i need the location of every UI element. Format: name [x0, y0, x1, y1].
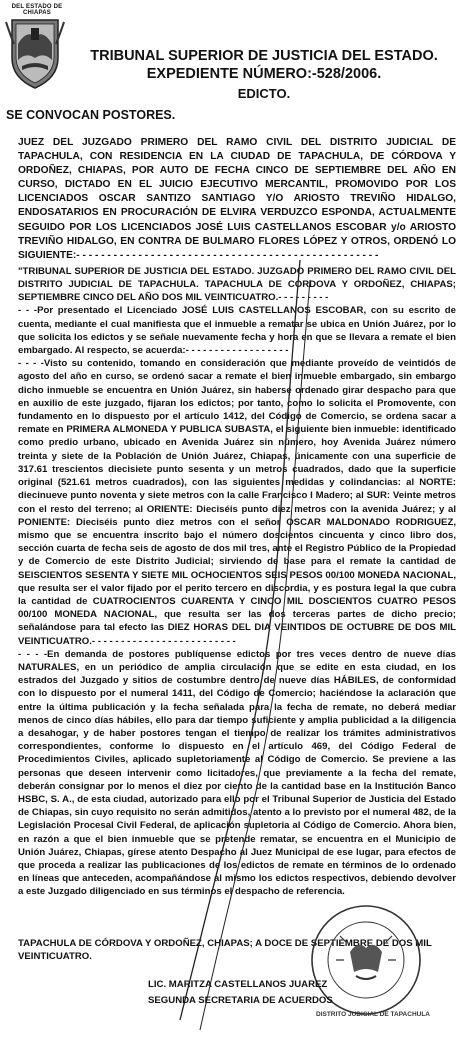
signatory-name: LIC. MARITZA CASTELLANOS JUAREZ	[148, 979, 328, 990]
court-name-heading: TRIBUNAL SUPERIOR DE JUSTICIA DEL ESTADO.	[90, 48, 438, 64]
chiapas-coat-of-arms	[4, 4, 66, 92]
edict-title: EDICTO.	[237, 86, 291, 101]
file-number-heading: EXPEDIENTE NÚMERO:-528/2006.	[146, 66, 382, 82]
edict-paragraph-3: - - - -En demanda de postores publíquense edictos por tres veces dentro de nueve días NATURALES, en un periódico de amplia circulación que se edite en esta ciudad, en los estrados del Juzgado y sitios de costumbre dentro de nueve días HÁBILES, de conformidad con lo dispuesto por el numeral 1411, del Código de Comercio; haciéndose la aclaración que entre la última publicación y la fecha señalada para la fecha de remate, no deberá mediar menos de cinco días hábiles, ello para dar tiempo suficiente y amplia publicidad a la diligencia a desahogar, y de haber postores tengan el tiempo de realizar los trámites administrativos correspondientes, conforme lo dispuesto en el artículo 469, del Código Federal de Procedimientos Civiles, aplicado supletoriamente al Código de Comercio. Se previene a las personas que deseen intervenir como licitadores, que previamente a la fecha del remate, deberán consignar por lo menos el diez por ciento de la cantidad base en la Institución Banco HSBC, S. A., de esta ciudad, autorizado para ello por el Tribunal Superior de Justicia del Estado de Chiapas, sin cuyo requisito no serán admitidos, atento a lo previsto por el numeral 482, de la Legislación Procesal Civil Federal, de aplicación supletoria al Código de Comercio. Ahora bien, en razón a que el bien inmueble que se pretende rematar, se encuentra en el Municipio de Unión Juárez, Chiapas, gírese atento Despacho al Juez Municipal de ese lugar, para efectos de que proceda a realizar las publicaciones de los edictos de remate en términos de lo ordenado en líneas que anteceden, acompañándose al mismo los edictos respectivos, debiendo devolver a este Juzgado diligenciado en sus términos el despacho de referencia.	[18, 648, 456, 898]
edict-paragraph-1: - - -Por presentado el Licenciado JOSÉ LUIS CASTELLANOS ESCOBAR, con su escrito de cuenta, mediante el cual manifiesta que el inmueble a rematar se ubica en Unión Juárez, por lo que solicita los edictos y se señale nuevamente fecha y hora en que se llevara a remate el bien embargado. Al respecto, se acuerda:- - - - - - - - - - - - - - - - - -	[18, 305, 456, 357]
stamp-district-label: DISTRITO JUDICIAL DE TAPACHULA	[316, 1011, 430, 1018]
edict-lead-paragraph: JUEZ DEL JUZGADO PRIMERO DEL RAMO CIVIL DEL DISTRITO JUDICIAL DE TAPACHULA, CON RESIDENCIA EN LA CIUDAD DE TAPACHULA, DE CÓRDOVA Y ORDOÑEZ, CHIAPAS, POR AUTO DE FECHA CINCO DE SEPTIEMBRE DEL AÑO EN CURSO, DICTADO EN EL JUICIO EJECUTIVO MERCANTIL, PROMOVIDO POR LOS LICENCIADOS OSCAR SANTIZO SANTIAGO Y/O ARIOSTO TREVIÑO HIDALGO, ENDOSATARIOS EN PROCURACIÓN DE ELVIRA VERDUZCO ESPONDA, ACTUALMENTE SEGUIDO POR LOS LICENCIADOS JOSÉ LUIS CASTELLANOS ESCOBAR y/o ARIOSTO TREVIÑO HIDALGO, EN CONTRA DE BULMARO FLORES LÓPEZ Y OTROS, ORDENÓ LO SIGUIENTE:- - - - - - - - - - - - - - - - - - - - - - - - - - - - - - - - - - - - - - - - - - - - - - - - -	[18, 137, 456, 261]
edict-body	[18, 136, 456, 899]
crest-caption: DEL ESTADO DE CHIAPAS	[11, 4, 63, 16]
edict-paragraph-2: - - - -Visto su contenido, tomando en consideración que mediante proveído de veintidós de agosto del año en curso, se ordenó sacar a remate el bien inmueble embargado, sin embargo dicho inmueble se encuentra en Unión Juárez, sin haberse ordenado girar despacho para que en auxilio de este juzgado, fijaran los edictos; por tanto, como lo solicita el Promovente, con fundamento en lo dispuesto por el artículo 1412, del Código de Comercio, se ordena sacar a remate en PRIMERA ALMONEDA Y PUBLICA SUBASTA, el siguiente bien inmueble: identificado como predio urbano, ubicado en Avenida Juárez sin número, hoy Avenida Juárez número treinta y siete de la Población de Unión Juárez, Chiapas, únicamente con una superficie de 317.61 trescientos diecisiete punto sesenta y un metros cuadrados, dado que la superficie original (521.61 metros cuadrados), con las siguientes medidas y colindancias: al NORTE: diecinueve punto noventa y siete metros con la calle Francisco I Madero; al SUR: Veinte metros con el resto del terreno; al ORIENTE: Dieciséis punto diez metros con la avenida Juárez; y al PONIENTE: Dieciséis punto diez metros con el señor OSCAR MALDONADO RODRIGUEZ, mismo que se encuentra inscrito bajo el número doscientos cincuenta y cinco libro dos, sección cuarta de fecha seis de agosto de dos mil tres, ante el Registro Público de la Propiedad y de Comercio de este Distrito Judicial; sirviendo de base para el remate la cantidad de SEISCIENTOS SESENTA Y SIETE MIL OCHOCIENTOS SEIS PESOS 00/100 MONEDA NACIONAL, que resulta ser el valor fijado por el perito tercero en discordia, y es postura legal la que cubra la cantidad de CUATROCIENTOS CUARENTA Y CINCO MIL DOSCIENTOS CUATRO PESOS 00/100 MONEDA NACIONAL, que resulta ser las dos terceras partes de dicho precio; señalándose para tal efecto las DIEZ HORAS DEL DIA VEINTIDOS DE OCTUBRE DE DOS MIL VEINTICUATRO.- - - - - - - - - - - - - - - - - - - - - - - - -	[18, 358, 456, 647]
place-and-date: TAPACHULA DE CÓRDOVA Y ORDOÑEZ, CHIAPAS; A DOCE DE SEPTIEMBRE DE DOS MIL VEINTICUATRO.	[18, 938, 432, 962]
signatory-title: SEGUNDA SECRETARIA DE ACUERDOS	[148, 995, 333, 1006]
edict-quote-heading: "TRIBUNAL SUPERIOR DE JUSTICIA DEL ESTADO. JUZGADO PRIMERO DEL RAMO CIVIL DEL DISTRITO JUDICIAL DE TAPACHULA. TAPACHULA DE CORDOVA Y ORDOÑEZ, CHIAPAS; SEPTIEMBRE CINCO DEL AÑO DOS MIL VEINTICUATRO.- - - - - - - - -	[18, 265, 456, 304]
call-for-bidders-heading: SE CONVOCAN POSTORES.	[6, 108, 176, 122]
